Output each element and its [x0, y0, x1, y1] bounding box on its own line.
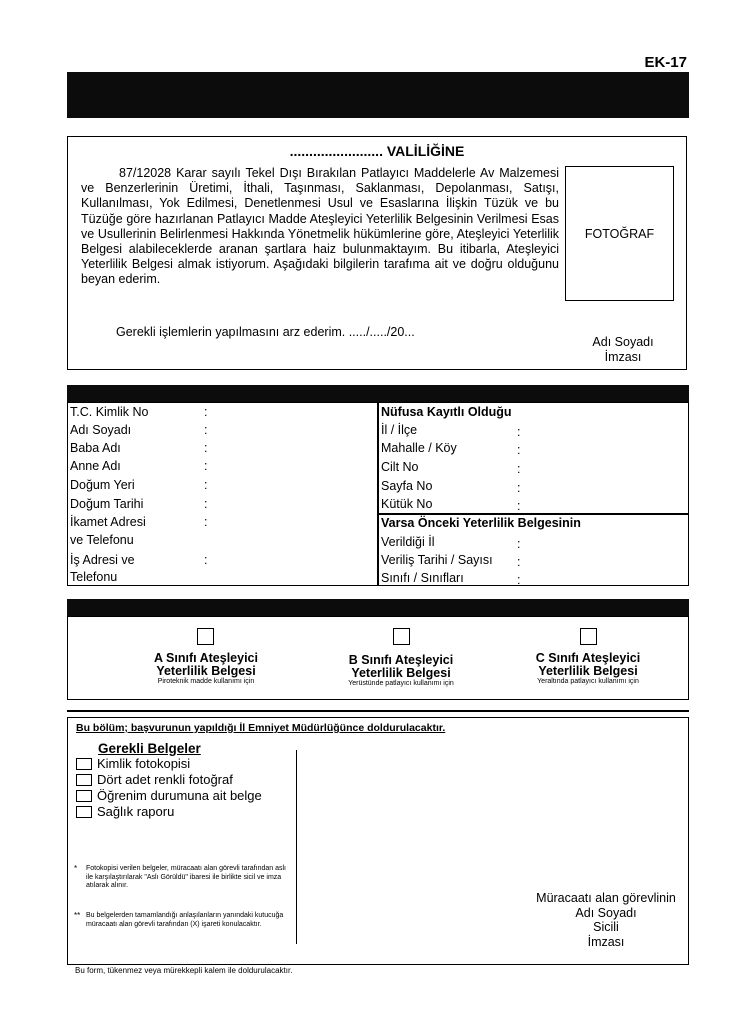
previous-certificate-title: Varsa Önceki Yeterlilik Belgesinin	[381, 516, 581, 530]
class-b-title: B Sınıfı Ateşleyici	[348, 653, 454, 667]
request-line: Gerekli işlemlerin yapılmasını arz ederim. ...../...../20...	[116, 325, 415, 339]
name-colon: :	[204, 423, 208, 437]
father-name-label: Baba Adı	[70, 441, 121, 455]
residence-phone-label: ve Telefonu	[70, 533, 134, 547]
issue-date-label: Veriliş Tarihi / Sayısı	[381, 553, 493, 567]
class-c-title: C Sınıfı Ateşleyici	[535, 651, 641, 665]
class-b-description: Yerüstünde patlayıcı kullanımı için	[348, 680, 454, 687]
tc-no-colon: :	[204, 405, 208, 419]
footer-note: Bu form, tükenmez veya mürekkepli kalem ile doldurulacaktır.	[75, 966, 293, 975]
register-no-colon: :	[517, 499, 521, 513]
signature-label: İmzası	[604, 350, 642, 364]
class-a-subtitle: Yeterlilik Belgesi	[156, 664, 256, 678]
work-phone-label: Telefonu	[70, 570, 118, 584]
note-2	[74, 911, 291, 929]
separator-line	[67, 710, 689, 712]
note-1-text: Fotokopisi verilen belgeler, müracaatı alan görevli tarafından aslı ile karşılaştırılarak "Aslı Görüldü" ibaresi ile birlikte sicil ve imza atılarak alınır.	[86, 865, 286, 889]
applicant-signature	[573, 335, 673, 365]
governorship-heading: ........................ VALİLİĞİNE	[289, 143, 465, 159]
class-a-description: Piroteknik madde kullanımı için	[157, 678, 255, 685]
work-address-label: İş Adresi ve	[70, 553, 135, 567]
office-section-heading: Bu bölüm; başvurunun yapıldığı İl Emniyet Müdürlüğünce doldurulacaktır.	[76, 722, 446, 734]
class-c-subtitle: Yeterlilik Belgesi	[538, 664, 638, 678]
mother-name-label: Anne Adı	[70, 459, 121, 473]
note-2-text: Bu belgelerden tamamlandığı anlaşılanların yanındaki kutucuğa müracaatı alan görevli tarafından (X) işareti konulacaktır.	[86, 912, 284, 928]
header-black-bar	[67, 72, 689, 118]
doc-health-checkbox[interactable]	[76, 806, 92, 818]
province-label: İl / İlçe	[381, 423, 418, 437]
name-label: Adı Soyadı	[70, 423, 132, 437]
neighborhood-colon: :	[517, 443, 521, 457]
register-no-label: Kütük No	[381, 497, 433, 511]
class-c-option	[493, 652, 683, 685]
residence-label: İkamet Adresi	[70, 515, 146, 529]
doc-id-copy	[76, 756, 190, 771]
office-section	[67, 717, 689, 965]
officer-id-label: Sicili	[593, 920, 619, 934]
volume-no-label: Cilt No	[381, 460, 419, 474]
certificate-class-bar	[67, 599, 689, 616]
name-label: Adı Soyadı	[592, 335, 654, 349]
class-c-checkbox[interactable]	[580, 628, 597, 645]
birthplace-label: Doğum Yeri	[70, 478, 135, 492]
photo-label: FOTOĞRAF	[584, 226, 655, 241]
doc-health	[76, 804, 174, 819]
note-1-star: *	[74, 864, 78, 873]
class-a-title: A Sınıfı Ateşleyici	[154, 651, 258, 665]
officer-name-label: Adı Soyadı	[575, 905, 637, 920]
section-divider	[377, 513, 688, 515]
doc-education	[76, 788, 262, 803]
page-no-label: Sayfa No	[381, 479, 433, 493]
class-b-checkbox[interactable]	[393, 628, 410, 645]
doc-photos-checkbox[interactable]	[76, 774, 92, 786]
doc-health-label: Sağlık raporu	[97, 804, 175, 819]
class-label: Sınıfı / Sınıfları	[381, 571, 464, 585]
birthdate-label: Doğum Tarihi	[70, 497, 144, 511]
page-no-colon: :	[517, 481, 521, 495]
officer-signature	[526, 891, 686, 949]
issued-province-label: Verildiği İl	[381, 535, 435, 549]
officer-signature-label: İmzası	[587, 934, 625, 949]
issue-date-colon: :	[517, 555, 521, 569]
class-c-description: Yeraltında patlayıcı kullanımı için	[537, 678, 639, 685]
required-documents-title: Gerekli Belgeler	[98, 741, 201, 756]
birthplace-colon: :	[204, 478, 208, 492]
class-a-option	[111, 652, 301, 685]
office-divider	[296, 750, 297, 944]
class-b-subtitle: Yeterlilik Belgesi	[351, 666, 451, 680]
personal-info-grid	[67, 402, 689, 586]
tc-no-label: T.C. Kimlik No	[70, 405, 149, 419]
doc-id-copy-label: Kimlik fotokopisi	[97, 756, 191, 771]
photo-box	[565, 166, 674, 301]
note-1	[74, 864, 291, 891]
form-code: EK-17	[644, 54, 687, 71]
birthdate-colon: :	[204, 497, 208, 511]
province-colon: :	[517, 425, 521, 439]
class-colon: :	[517, 573, 521, 587]
volume-no-colon: :	[517, 462, 521, 476]
application-box	[67, 136, 687, 370]
mother-name-colon: :	[204, 459, 208, 473]
father-name-colon: :	[204, 441, 208, 455]
doc-id-copy-checkbox[interactable]	[76, 758, 92, 770]
work-address-colon: :	[204, 553, 208, 567]
application-paragraph: 87/12028 Karar sayılı Tekel Dışı Bırakılan Patlayıcı Maddelerle Av Malzemesi ve Benzerlerinin Üretimi, İthali, Taşınması, Saklanması, Depolanması, Satışı, Kullanılması, Yok Edilmesi, Denetlenmesi Usul ve Esaslarına İlişkin Tüzük ve bu Tüzüğe göre hazırlanan Patlayıcı Madde Ateşleyici Yeterlilik Belgesinin Verilmesi Esas ve Usullerinin Belirlenmesi Hakkında Yönetmelik hükümlerine göre, Ateşleyici Yeterlilik Belgesi alabileceklerde aranan şartlara haiz bulunmaktayım. Bu itibarla, Ateşleyici Yeterlilik Belgesi almak istiyorum. Aşağıdaki bilgilerin tarafıma ait ve doğru olduğunu beyan ederim.	[81, 166, 559, 287]
issued-province-colon: :	[517, 537, 521, 551]
class-a-checkbox[interactable]	[197, 628, 214, 645]
officer-title: Müracaatı alan görevlinin	[536, 891, 676, 905]
note-2-star: **	[74, 911, 81, 920]
doc-photos	[76, 772, 233, 787]
personal-info-bar	[67, 385, 689, 402]
doc-education-label: Öğrenim durumuna ait belge	[97, 788, 262, 803]
certificate-class-box	[67, 616, 689, 700]
column-divider	[377, 403, 379, 585]
doc-education-checkbox[interactable]	[76, 790, 92, 802]
class-b-option	[306, 654, 496, 687]
doc-photos-label: Dört adet renkli fotoğraf	[97, 772, 233, 787]
registry-title: Nüfusa Kayıtlı Olduğu	[381, 405, 512, 419]
neighborhood-label: Mahalle / Köy	[381, 441, 457, 455]
residence-colon: :	[204, 515, 208, 529]
